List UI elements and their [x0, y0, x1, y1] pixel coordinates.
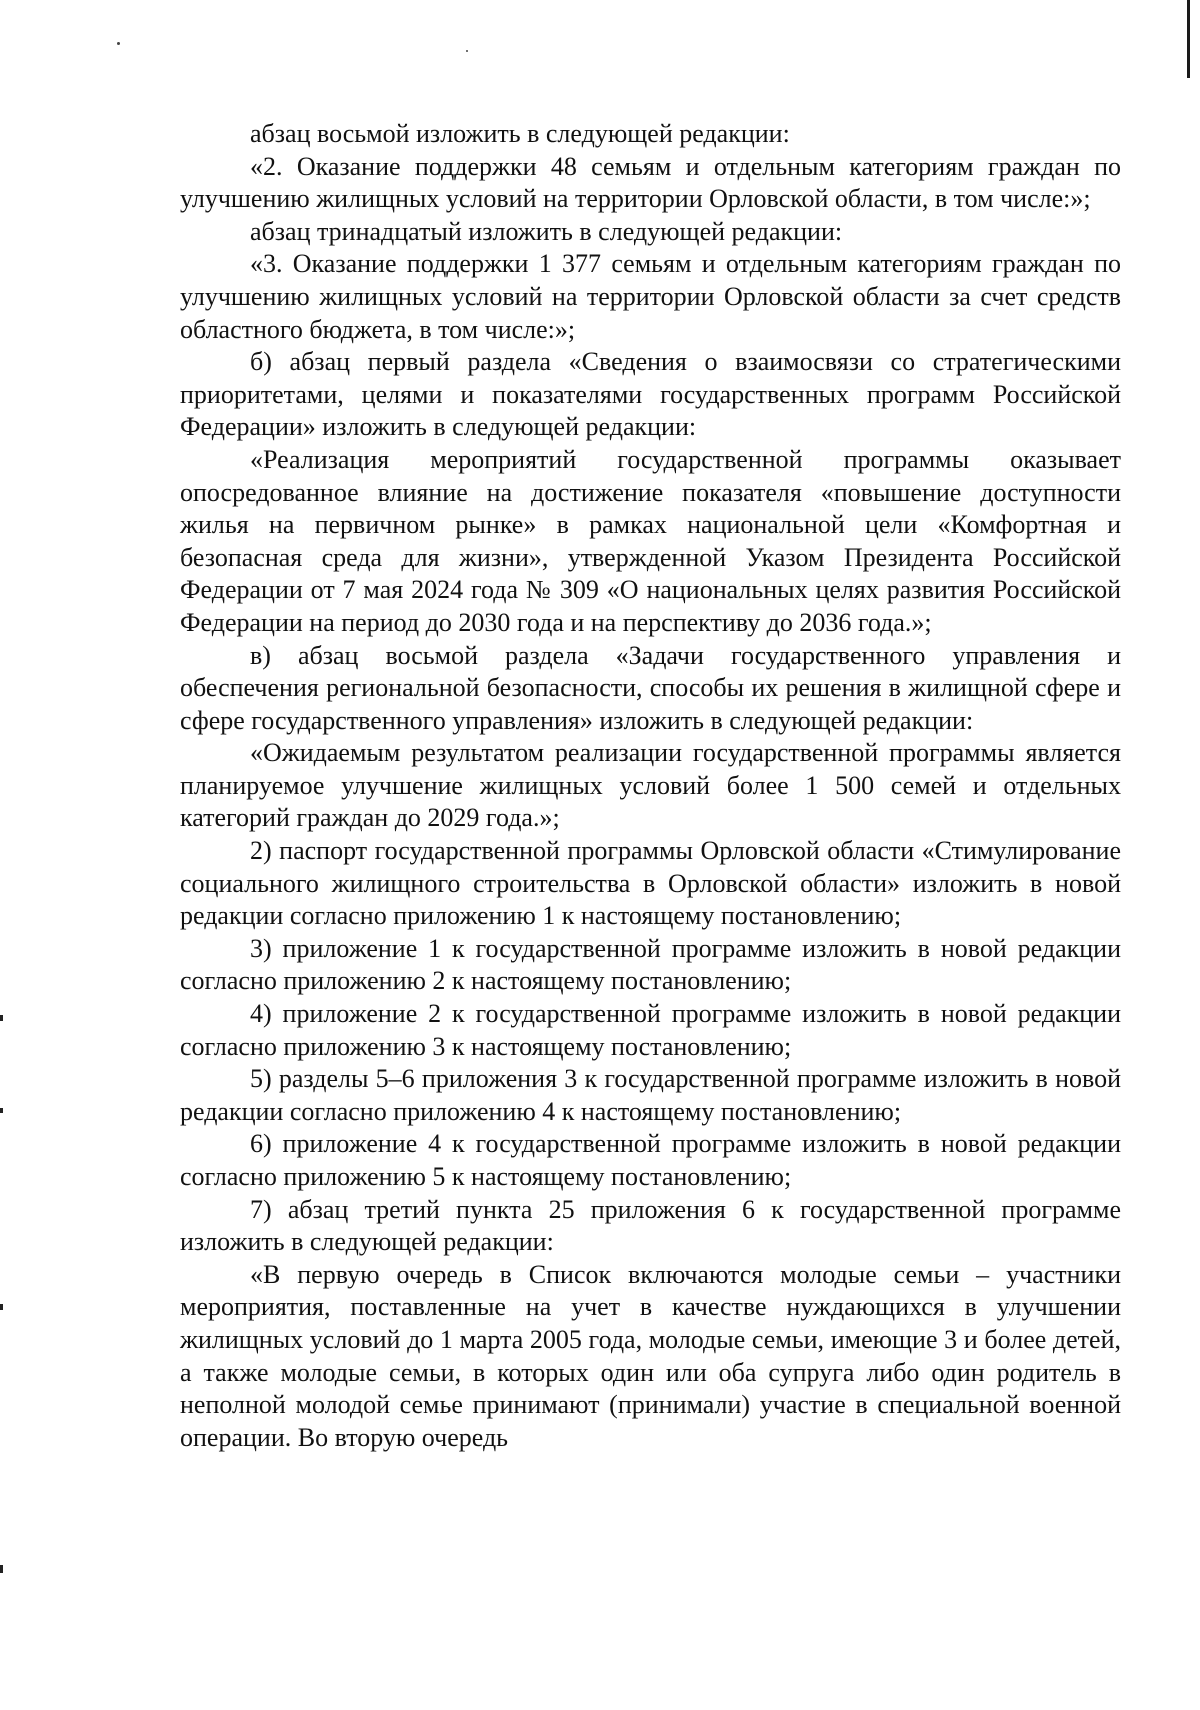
paragraph: «Реализация мероприятий государственной программы оказывает опосредованное влияние на достижение показателя «повышение доступности жилья на первичном рынке» в рамках национальной цели «Комфортная и безопасная среда для жизни», утвержденной Указом Президента Российской Федерации от 7 мая 2024 года № 309 «О национальных целях развития Российской Федерации на период до 2030 года и на перспективу до 2036 года.»;: [180, 444, 1121, 637]
paragraph: «3. Оказание поддержки 1 377 семьям и отдельным категориям граждан по улучшению жилищных условий на территории Орловской области за счет средств областного бюджета, в том числе:»;: [180, 249, 1121, 344]
paragraph: в) абзац восьмой раздела «Задачи государственного управления и обеспечения региональной безопасности, способы их решения в жилищной сфере и сфере государственного управления» изложить в следующей редакции:: [180, 640, 1121, 735]
paragraph: б) абзац первый раздела «Сведения о взаимосвязи со стратегическими приоритетами, целями и показателями государственных программ Российской Федерации» изложить в следующей редакции:: [180, 347, 1121, 442]
paragraph: «Ожидаемым результатом реализации государственной программы является планируемое улучшение жилищных условий более 1 500 семей и отдельных категорий граждан до 2029 года.»;: [180, 738, 1121, 833]
document-body: [180, 118, 1121, 1454]
paragraph: 7) абзац третий пункта 25 приложения 6 к государственной программе изложить в следующей редакции:: [180, 1194, 1121, 1257]
scan-margin-mark: [0, 1015, 3, 1021]
paragraph: абзац тринадцатый изложить в следующей редакции:: [250, 216, 843, 246]
paragraph: «2. Оказание поддержки 48 семьям и отдельным категориям граждан по улучшению жилищных условий на территории Орловской области, в том числе:»;: [180, 151, 1121, 214]
paragraph: 3) приложение 1 к государственной программе изложить в новой редакции согласно приложению 2 к настоящему постановлению;: [180, 933, 1121, 996]
scan-speck: [466, 50, 468, 52]
paragraph: 6) приложение 4 к государственной программе изложить в новой редакции согласно приложению 5 к настоящему постановлению;: [180, 1129, 1121, 1191]
scan-margin-mark: [0, 1304, 3, 1310]
page-edge-mark: [1187, 0, 1190, 78]
paragraph: 5) разделы 5–6 приложения 3 к государственной программе изложить в новой редакции согласно приложению 4 к настоящему постановлению;: [180, 1064, 1121, 1126]
paragraph: 4) приложение 2 к государственной программе изложить в новой редакции согласно приложению 3 к настоящему постановлению;: [180, 999, 1121, 1061]
paragraph: абзац восьмой изложить в следующей редакции:: [250, 119, 790, 148]
scan-speck: [117, 42, 120, 45]
scan-margin-mark: [0, 1565, 3, 1573]
scan-margin-mark: [0, 1108, 3, 1113]
paragraph: «В первую очередь в Список включаются молодые семьи – участники мероприятия, поставленные на учет в качестве нуждающихся в улучшении жилищных условий до 1 марта 2005 года, молодые семьи, имеющие 3 и более детей, а также молодые семьи, в которых один или оба супруга либо один родитель в неполной молодой семье принимают (принимали) участие в специальной военной операции. Во вторую очередь: [180, 1259, 1121, 1452]
paragraph: 2) паспорт государственной программы Орловской области «Стимулирование социального жилищного строительства в Орловской области» изложить в новой редакции согласно приложению 1 к настоящему постановлению;: [180, 836, 1121, 931]
